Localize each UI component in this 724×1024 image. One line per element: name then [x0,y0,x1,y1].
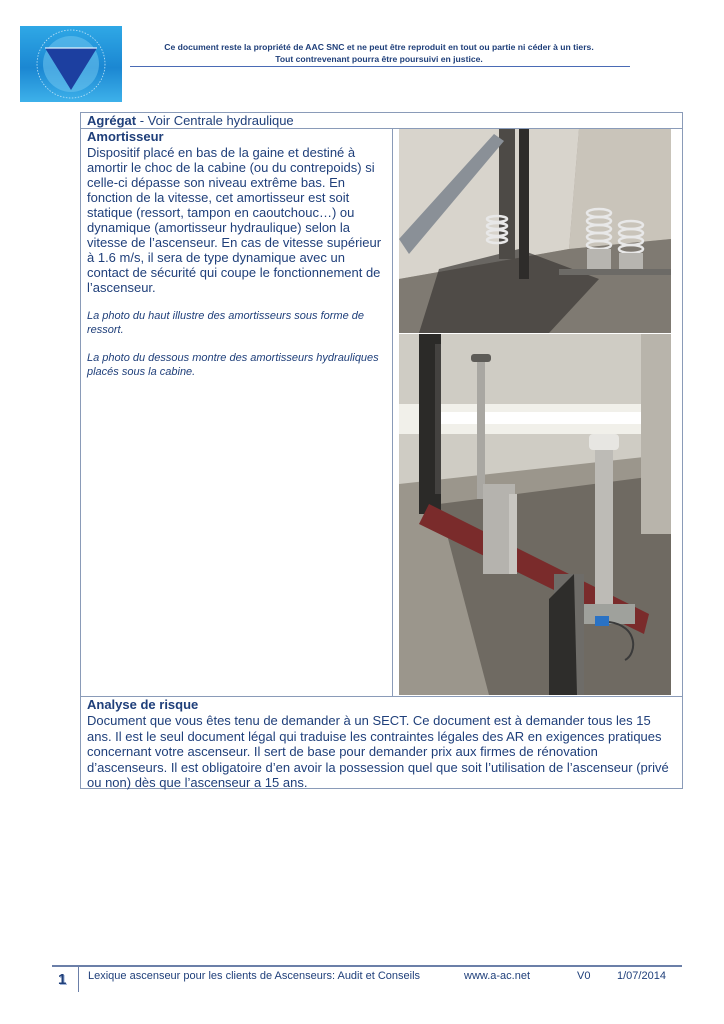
copyright-notice-line2: Tout contrevenant pourra être poursuivi en justice. [275,54,483,64]
photo-cell [393,129,682,697]
footer-title: Lexique ascenseur pour les clients de Ascenseurs: Audit et Conseils [88,970,421,982]
section-title: Amortisseur [87,129,164,144]
aggregate-label: Agrégat [87,113,137,128]
footer-url: www.a-ac.net [464,970,531,982]
aggregate-value: - Voir Centrale hydraulique [136,113,294,128]
definition-table [80,112,683,789]
risk-text: Document que vous êtes tenu de demander à un SECT. Ce document est à demander tous les 15 ans. Il est le seul document légal qui traduise les contraintes légales des AR en exigences pratiques concernant votre ascenseur. Il sert de base pour demander prix aux firmes de rénovation d’ascenseurs. Il est obligatoire d’en avoir la possession quel que soit l’utilisation de l’ascenseur (privé ou non) dès que l’ascenseur a 15 ans. [87,713,669,790]
footer-separator [78,966,79,992]
description-cell [81,129,393,697]
page-number: 1 [58,971,67,988]
risk-title: Analyse de risque [87,697,199,712]
aggregate-row [81,113,682,129]
spring-buffer-photo [399,129,671,333]
caption-bottom-photo: La photo du dessous montre des amortisseurs hydrauliques placés sous la cabine. [87,352,379,378]
hydraulic-buffer-photo [399,334,671,695]
risk-analysis-cell [81,697,682,791]
section-description: Dispositif placé en bas de la gaine et destiné à amortir le choc de la cabine (ou du contrepoids) si celle-ci dépasse son niveau extrême bas. En fonction de la vitesse, cet amortisseur est soit statique (ressort, tampon en caoutchouc…) ou dynamique (amortisseur hydraulique) selon la vitesse de l’ascenseur. En cas de vitesse supérieur à 1.6 m/s, il sera de type dynamique avec un contact de sécurité qui coupe le fonctionnement de l’ascenseur. [87,145,382,295]
company-logo [20,26,122,102]
footer-date: 1/07/2014 [617,970,666,982]
copyright-notice-line1: Ce document reste la propriété de AAC SNC et ne peut être reproduit en tout ou partie ni céder à un tiers. [164,42,594,52]
copyright-notice [128,41,630,65]
footer-divider [52,965,682,967]
caption-top-photo: La photo du haut illustre des amortisseurs sous forme de ressort. [87,310,364,336]
footer-version: V0 [577,970,591,982]
header-divider [130,66,630,67]
